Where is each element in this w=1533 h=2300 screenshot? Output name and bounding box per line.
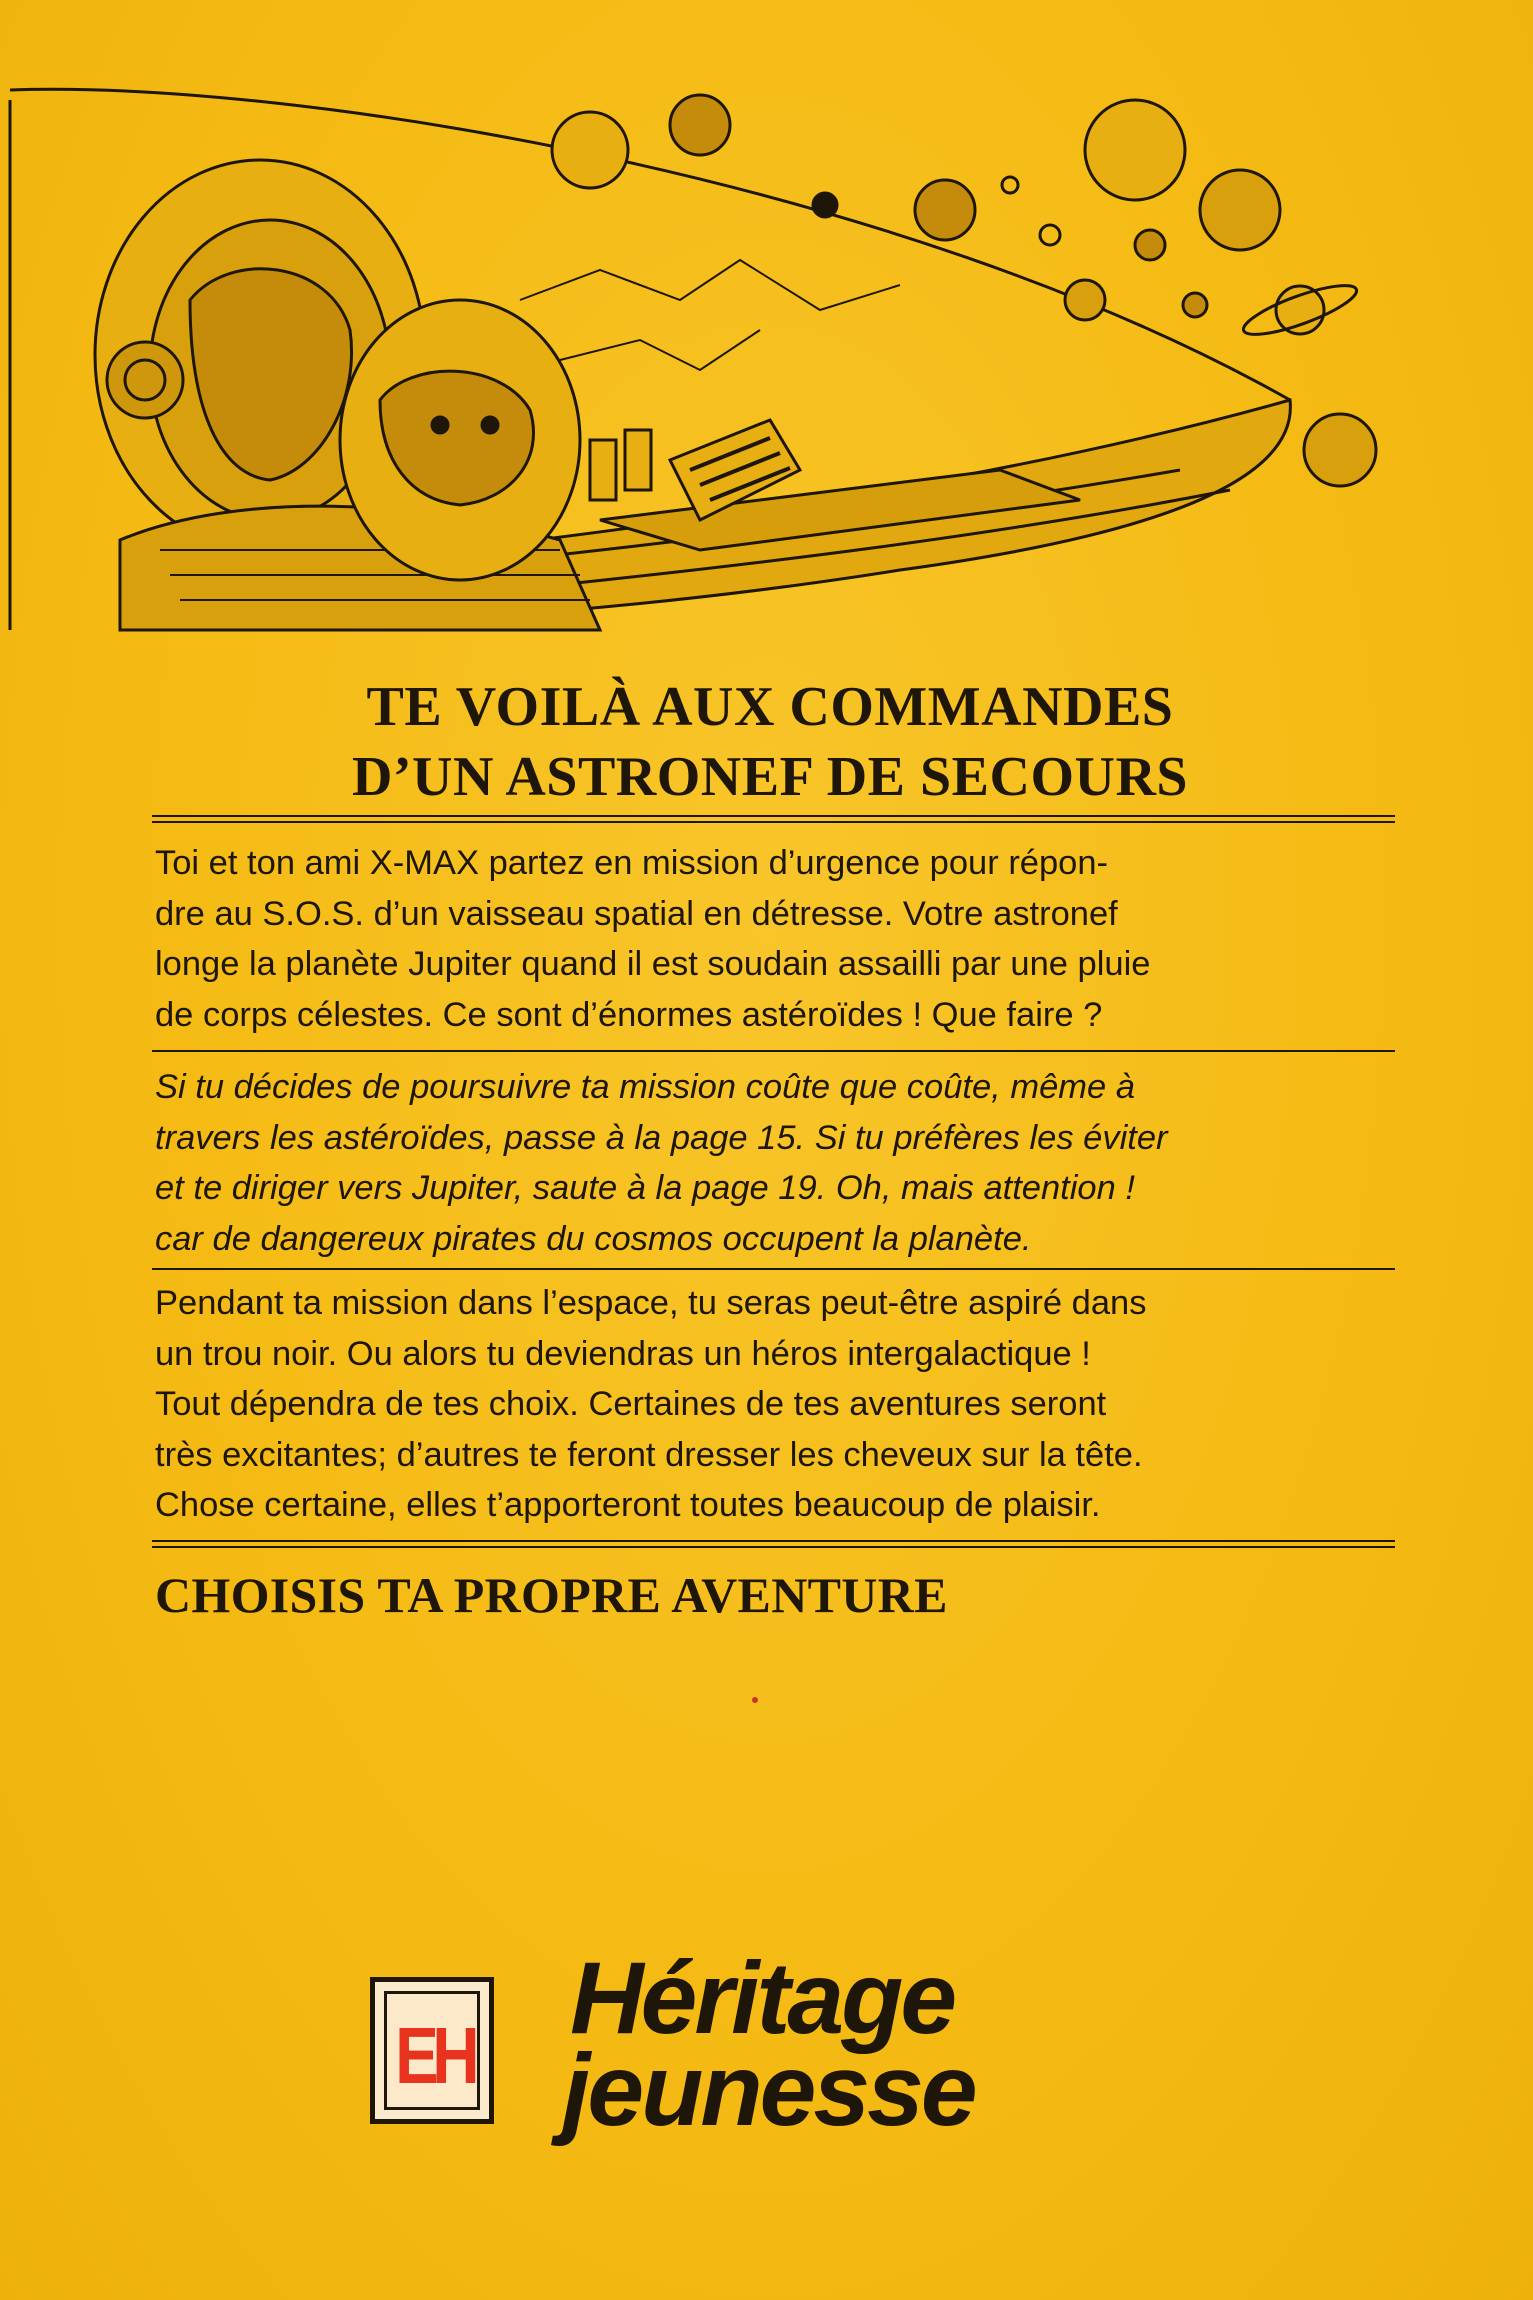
publisher-logo xyxy=(370,1977,494,2124)
divider-1 xyxy=(152,1050,1395,1052)
outro-line: Tout dépendra de tes choix. Certaines de tes aventures seront xyxy=(155,1385,1107,1423)
choices-line: travers les astéroïdes, passe à la page 15. Si tu préfères les éviter xyxy=(155,1118,1168,1157)
outro-line: un trou noir. Ou alors tu deviendras un héros intergalactique ! xyxy=(155,1334,1091,1373)
divider-bottom xyxy=(152,1540,1395,1548)
publisher-name-line-2: jeunesse xyxy=(562,2033,975,2147)
print-speck xyxy=(752,1697,758,1703)
astronaut-spaceship-illustration xyxy=(0,70,1533,670)
intro-line: Toi et ton ami X-MAX partez en mission d’urgence pour répon- xyxy=(155,844,1109,882)
publisher-logo-frame xyxy=(384,1991,480,2110)
choices-line: et te diriger vers Jupiter, saute à la page 19. Oh, mais attention ! xyxy=(155,1169,1135,1207)
headline-line-1: TE VOILÀ AUX COMMANDES xyxy=(366,676,1174,738)
divider-top xyxy=(152,815,1395,823)
outro-line: très excitantes; d’autres te feront dresser les cheveux sur la tête. xyxy=(155,1435,1143,1474)
headline xyxy=(150,672,1390,812)
choices-line: car de dangereux pirates du cosmos occupent la planète. xyxy=(155,1219,1032,1258)
intro-paragraph xyxy=(155,838,1395,1040)
publisher-name-line-1: Héritage xyxy=(570,1941,955,2055)
choices-line: Si tu décides de poursuivre ta mission coûte que coûte, même à xyxy=(155,1068,1135,1106)
outro-line: Pendant ta mission dans l’espace, tu seras peut-être aspiré dans xyxy=(155,1284,1147,1322)
publisher-name xyxy=(562,1941,975,2147)
outro-paragraph xyxy=(155,1278,1395,1531)
outro-line: Chose certaine, elles t’apporteront toutes beaucoup de plaisir. xyxy=(155,1486,1101,1524)
intro-line: dre au S.O.S. d’un vaisseau spatial en détresse. Votre astronef xyxy=(155,894,1118,933)
series-tagline: CHOISIS TA PROPRE AVENTURE xyxy=(155,1567,948,1623)
divider-2 xyxy=(152,1268,1395,1270)
publisher-logo-letters: EH xyxy=(395,2011,474,2100)
choices-paragraph xyxy=(155,1062,1395,1264)
headline-line-2: D’UN ASTRONEF DE SECOURS xyxy=(351,746,1189,808)
intro-line: longe la planète Jupiter quand il est soudain assailli par une pluie xyxy=(155,945,1151,983)
intro-line: de corps célestes. Ce sont d’énormes astéroïdes ! Que faire ? xyxy=(155,995,1103,1034)
